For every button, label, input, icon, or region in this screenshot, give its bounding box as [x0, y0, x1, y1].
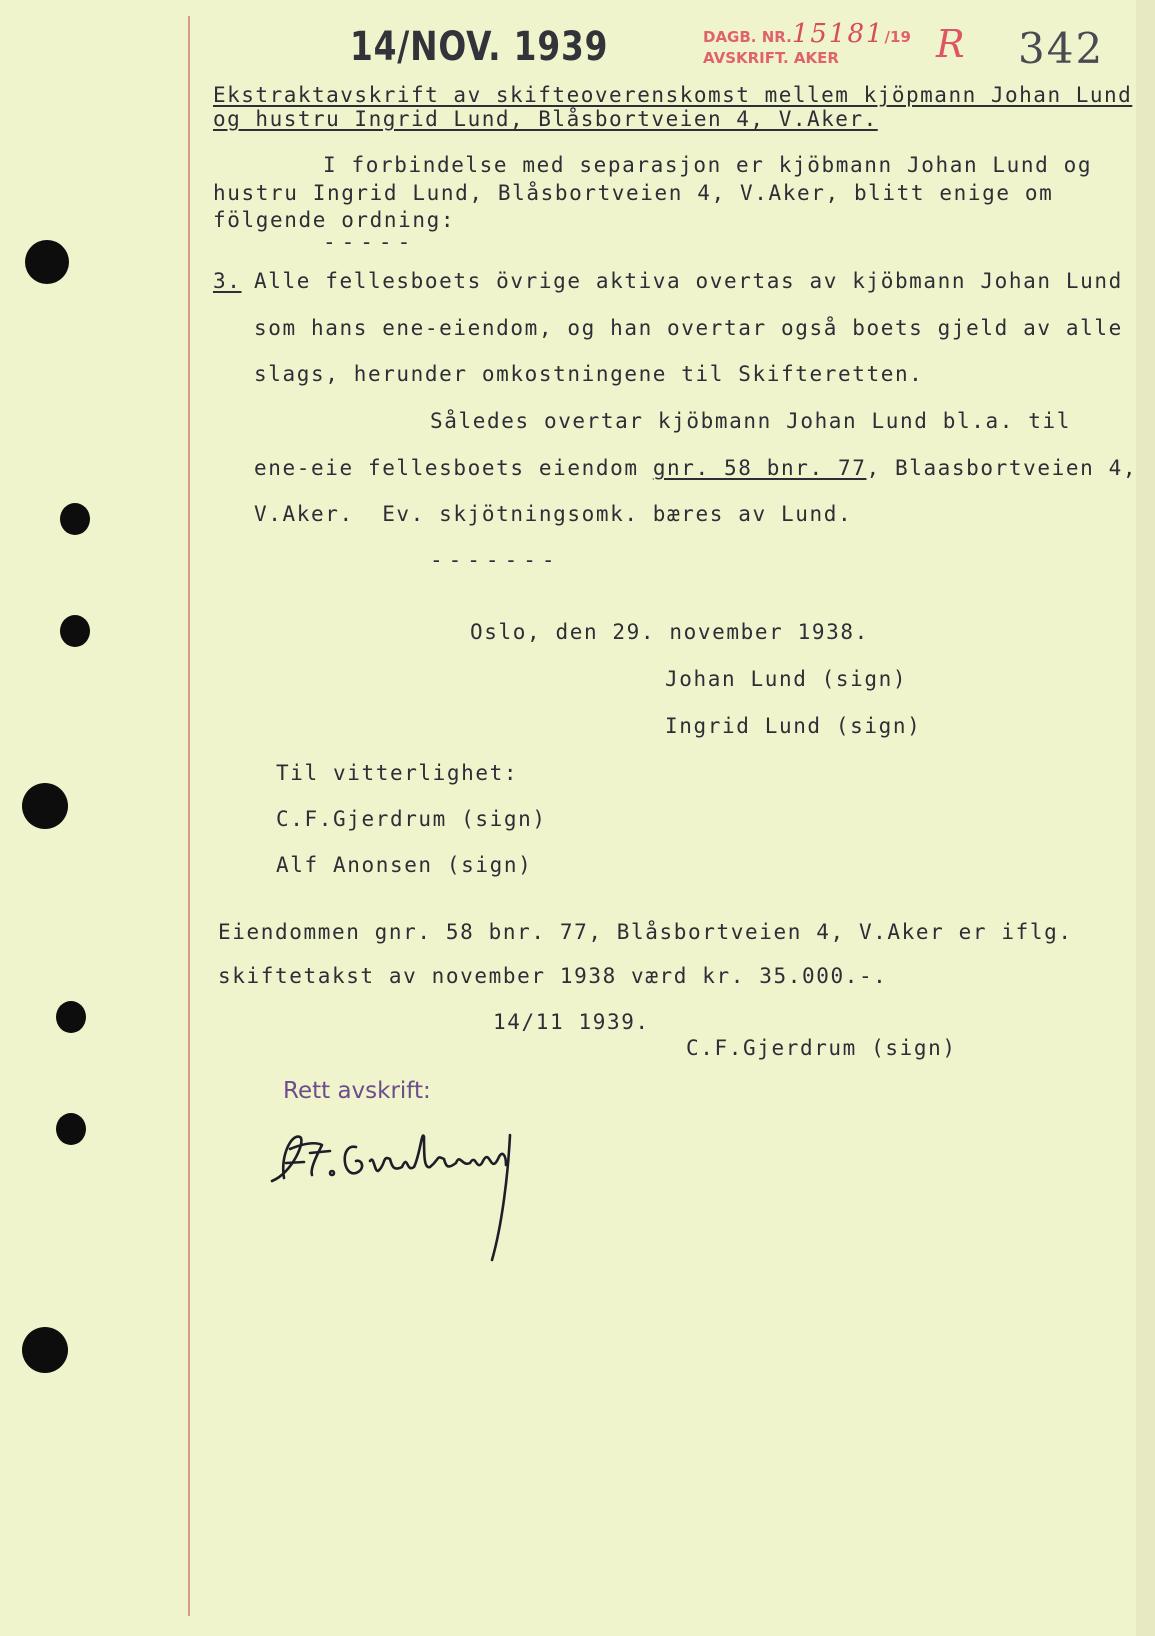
clause-number: 3. — [213, 269, 242, 293]
clause-line-1: Alle fellesboets övrige aktiva overtas av kjöbmann Johan Lund — [254, 269, 1123, 293]
clause-line-6: V.Aker. Ev. skjötningsomk. bæres av Lund. — [254, 502, 853, 526]
clause-line-5-start: ene-eie fellesboets eiendom — [254, 456, 653, 480]
witness-anonsen: Alf Anonsen (sign) — [276, 853, 533, 877]
place-date: Oslo, den 29. november 1938. — [470, 620, 869, 644]
punch-hole-6 — [56, 1113, 86, 1145]
heading-line-2: og hustru Ingrid Lund, Blåsbortveien 4, V.Aker. — [213, 107, 878, 131]
page-number: 342 — [1018, 24, 1105, 73]
punch-hole-1 — [25, 240, 69, 284]
clause-line-4: Således overtar kjöbmann Johan Lund bl.a. til — [430, 409, 1071, 433]
journal-office: AVSKRIFT. AKER — [703, 49, 839, 67]
intro-dashes: ----- — [323, 230, 417, 254]
property-reference: gnr. 58 bnr. 77 — [652, 456, 867, 480]
date-stamp: 14/NOV. 1939 — [350, 24, 609, 70]
punch-hole-2 — [60, 503, 90, 535]
clause-line-5 — [254, 456, 1137, 480]
clause-line-2: som hans ene-eiendom, og han overtar også boets gjeld av alle — [254, 316, 1123, 340]
signer-johan: Johan Lund (sign) — [665, 667, 908, 691]
clause-line-3: slags, herunder omkostningene til Skifteretten. — [254, 362, 924, 386]
punch-hole-7 — [22, 1327, 68, 1373]
journal-number: 15181 — [791, 19, 885, 49]
witness-label: Til vitterlighet: — [276, 761, 519, 785]
clause-dashes: ------- — [430, 548, 561, 572]
valuation-line-2: skiftetakst av november 1938 værd kr. 35.000.-. — [218, 964, 888, 988]
intro-line-2: hustru Ingrid Lund, Blåsbortveien 4, V.Aker, blitt enige om — [213, 181, 1054, 205]
punch-hole-5 — [56, 1001, 86, 1033]
valuation-signer: C.F.Gjerdrum (sign) — [686, 1036, 957, 1060]
journal-year: /19 — [884, 28, 911, 46]
margin-rule — [188, 16, 190, 1616]
valuation-line-1: Eiendommen gnr. 58 bnr. 77, Blåsbortveien 4, V.Aker er iflg. — [218, 920, 1073, 944]
handwritten-initial: R — [936, 22, 965, 66]
certification-stamp: Rett avskrift: — [283, 1078, 431, 1104]
journal-stamp — [703, 19, 911, 69]
intro-line-1: I forbindelse med separasjon er kjöbmann Johan Lund og — [323, 153, 1093, 177]
punch-hole-4 — [22, 783, 68, 829]
signer-ingrid: Ingrid Lund (sign) — [665, 714, 922, 738]
valuation-date: 14/11 1939. — [493, 1010, 650, 1034]
intro-line-3: fölgende ordning: — [213, 208, 456, 232]
handwritten-signature — [270, 1115, 550, 1265]
page-edge — [1136, 0, 1155, 1636]
witness-gjerdrum: C.F.Gjerdrum (sign) — [276, 807, 547, 831]
heading-line-1: Ekstraktavskrift av skifteoverenskomst mellem kjöpmann Johan Lund — [213, 83, 1133, 107]
journal-label: DAGB. NR. — [703, 28, 792, 46]
punch-hole-3 — [60, 615, 90, 647]
clause-line-5-end: , Blaasbortveien 4, — [866, 456, 1138, 480]
